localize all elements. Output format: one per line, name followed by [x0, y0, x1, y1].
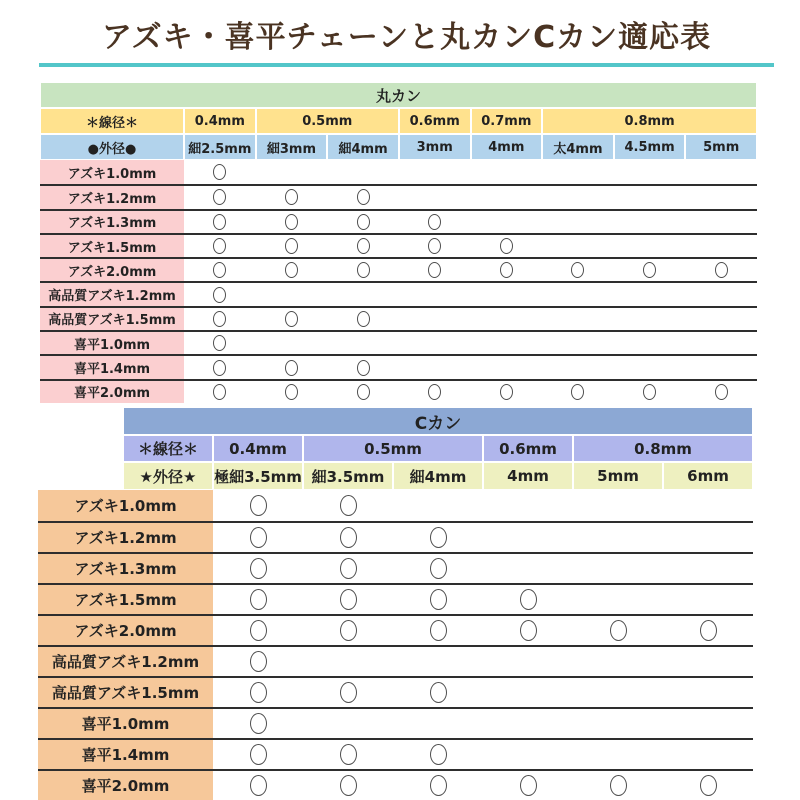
mark-cell: [184, 332, 256, 354]
outer-diameter-cell: 5mm: [573, 462, 663, 490]
wire-diameter-cell: 0.4mm: [184, 108, 256, 134]
row-label: 高品質アズキ1.2mm: [38, 647, 213, 676]
compatible-mark-icon: [340, 744, 357, 765]
mark-cell: [685, 186, 757, 208]
mark-cell: [542, 160, 614, 184]
mark-cell: [256, 356, 328, 378]
compatible-mark-icon: [340, 495, 357, 516]
mark-cell: [393, 585, 483, 614]
compatible-mark-icon: [340, 558, 357, 579]
mark-cell: [614, 259, 686, 281]
mark-cell: [663, 554, 753, 583]
mark-cell: [399, 259, 471, 281]
mark-cell: [663, 616, 753, 645]
mark-cell: [471, 381, 543, 403]
mark-cell: [327, 235, 399, 257]
table-header: [123, 407, 753, 490]
mark-cell: [483, 771, 573, 800]
compatible-mark-icon: [340, 589, 357, 610]
table-row: [40, 306, 757, 330]
mark-cell: [685, 211, 757, 233]
row-label: アズキ1.2mm: [40, 186, 184, 208]
compatible-mark-icon: [500, 238, 513, 254]
outer-diameter-cell: 細4mm: [393, 462, 483, 490]
mark-cell: [213, 709, 303, 738]
mark-cell: [614, 381, 686, 403]
table-row: [40, 379, 757, 403]
compatible-mark-icon: [430, 558, 447, 579]
mark-cell: [184, 356, 256, 378]
outer-diameter-cell: 細3mm: [256, 134, 328, 160]
compatible-mark-icon: [213, 214, 226, 230]
mark-cell: [542, 186, 614, 208]
mark-cell: [663, 490, 753, 521]
mark-cell: [573, 740, 663, 769]
mark-cell: [399, 211, 471, 233]
mark-cell: [483, 523, 573, 552]
table-row: [40, 233, 757, 257]
mark-cell: [685, 235, 757, 257]
mark-cell: [303, 523, 393, 552]
outer-diameter-label: ★外径★: [123, 462, 213, 490]
mark-cell: [393, 490, 483, 521]
row-label: アズキ1.5mm: [38, 585, 213, 614]
wire-diameter-cell: 0.8mm: [573, 435, 753, 462]
mark-cell: [213, 771, 303, 800]
compatible-mark-icon: [715, 262, 728, 278]
mark-cell: [184, 211, 256, 233]
mark-cell: [663, 771, 753, 800]
mark-cell: [399, 356, 471, 378]
mark-cell: [327, 308, 399, 330]
mark-cell: [685, 381, 757, 403]
compatible-mark-icon: [430, 527, 447, 548]
mark-cell: [303, 647, 393, 676]
wire-diameter-cell: 0.6mm: [399, 108, 471, 134]
mark-cell: [327, 186, 399, 208]
compatible-mark-icon: [213, 287, 226, 303]
compatible-mark-icon: [213, 189, 226, 205]
mark-cell: [614, 356, 686, 378]
mark-cell: [542, 235, 614, 257]
mark-cell: [663, 523, 753, 552]
compatible-mark-icon: [250, 713, 267, 734]
mark-cell: [303, 490, 393, 521]
mark-cell: [327, 211, 399, 233]
mark-cell: [213, 585, 303, 614]
compatible-mark-icon: [430, 589, 447, 610]
outer-diameter-cell: 4mm: [483, 462, 573, 490]
mark-cell: [663, 585, 753, 614]
table-row: [38, 676, 753, 707]
mark-cell: [184, 259, 256, 281]
mark-cell: [303, 616, 393, 645]
mark-cell: [399, 235, 471, 257]
mark-cell: [184, 308, 256, 330]
compatible-mark-icon: [250, 495, 267, 516]
mark-cell: [303, 678, 393, 707]
compatible-mark-icon: [340, 682, 357, 703]
mark-cell: [614, 235, 686, 257]
compatible-mark-icon: [250, 558, 267, 579]
compatible-mark-icon: [428, 214, 441, 230]
row-label: 喜平1.0mm: [38, 709, 213, 738]
wire-diameter-cell: 0.7mm: [471, 108, 543, 134]
compatible-mark-icon: [500, 384, 513, 400]
mark-cell: [303, 740, 393, 769]
mark-cell: [614, 211, 686, 233]
mark-cell: [256, 259, 328, 281]
compatible-mark-icon: [213, 164, 226, 180]
row-label: 喜平2.0mm: [38, 771, 213, 800]
mark-cell: [471, 211, 543, 233]
compatible-mark-icon: [213, 384, 226, 400]
outer-diameter-cell: 極細3.5mm: [213, 462, 303, 490]
row-label: アズキ1.3mm: [38, 554, 213, 583]
outer-diameter-cell: 細2.5mm: [184, 134, 256, 160]
outer-diameter-label: ●外径●: [40, 134, 184, 160]
mark-cell: [471, 235, 543, 257]
mark-cell: [542, 332, 614, 354]
compatible-mark-icon: [213, 262, 226, 278]
mark-cell: [393, 554, 483, 583]
mark-cell: [663, 740, 753, 769]
wire-diameter-label: ＊線径＊: [40, 108, 184, 134]
compatible-mark-icon: [340, 775, 357, 796]
compatible-mark-icon: [428, 238, 441, 254]
mark-cell: [327, 283, 399, 305]
mark-cell: [573, 678, 663, 707]
compatible-mark-icon: [213, 335, 226, 351]
row-label: アズキ1.3mm: [40, 211, 184, 233]
mark-cell: [393, 616, 483, 645]
compatible-mark-icon: [250, 589, 267, 610]
outer-diameter-cell: 細4mm: [327, 134, 399, 160]
mark-cell: [573, 647, 663, 676]
table-title: Cカン: [123, 407, 753, 435]
mark-cell: [213, 678, 303, 707]
table-row: [38, 645, 753, 676]
mark-cell: [483, 490, 573, 521]
compatible-mark-icon: [285, 384, 298, 400]
table-row: [40, 209, 757, 233]
compatible-mark-icon: [250, 775, 267, 796]
mark-cell: [483, 647, 573, 676]
compatible-mark-icon: [357, 262, 370, 278]
mark-cell: [471, 283, 543, 305]
outer-diameter-cell: 4mm: [471, 134, 543, 160]
compatible-mark-icon: [610, 775, 627, 796]
mark-cell: [256, 211, 328, 233]
wire-diameter-cell: 0.5mm: [256, 108, 399, 134]
mark-cell: [327, 356, 399, 378]
compatible-mark-icon: [250, 682, 267, 703]
mark-cell: [303, 554, 393, 583]
row-label: 喜平1.4mm: [40, 356, 184, 378]
mark-cell: [542, 356, 614, 378]
mark-cell: [213, 490, 303, 521]
table-row: [38, 552, 753, 583]
title-underline: [39, 12, 774, 67]
mark-cell: [542, 381, 614, 403]
table-title: 丸カン: [40, 82, 757, 108]
mark-cell: [483, 585, 573, 614]
mark-cell: [471, 186, 543, 208]
row-label: アズキ1.5mm: [40, 235, 184, 257]
mark-cell: [184, 186, 256, 208]
row-label: アズキ1.0mm: [40, 160, 184, 184]
mark-cell: [256, 308, 328, 330]
compatible-mark-icon: [285, 214, 298, 230]
compatible-mark-icon: [520, 589, 537, 610]
mark-cell: [399, 332, 471, 354]
compatible-mark-icon: [357, 238, 370, 254]
compatible-mark-icon: [250, 744, 267, 765]
compatible-mark-icon: [520, 775, 537, 796]
mark-cell: [685, 356, 757, 378]
mark-cell: [542, 283, 614, 305]
mark-cell: [393, 709, 483, 738]
mark-cell: [399, 308, 471, 330]
mark-cell: [393, 740, 483, 769]
compatible-mark-icon: [357, 384, 370, 400]
row-label: 喜平1.0mm: [40, 332, 184, 354]
mark-cell: [393, 771, 483, 800]
compatible-mark-icon: [285, 360, 298, 376]
mark-cell: [614, 186, 686, 208]
compatible-mark-icon: [250, 651, 267, 672]
mark-cell: [327, 160, 399, 184]
table-row: [40, 184, 757, 208]
mark-cell: [663, 647, 753, 676]
mark-cell: [303, 585, 393, 614]
compatible-mark-icon: [643, 384, 656, 400]
mark-cell: [184, 235, 256, 257]
row-label: 喜平1.4mm: [38, 740, 213, 769]
outer-diameter-cell: 3mm: [399, 134, 471, 160]
compatible-mark-icon: [500, 262, 513, 278]
compatible-mark-icon: [285, 262, 298, 278]
outer-diameter-cell: 5mm: [685, 134, 757, 160]
compatible-mark-icon: [643, 262, 656, 278]
table-title-row: [123, 407, 753, 435]
mark-cell: [303, 709, 393, 738]
table-header: [40, 82, 757, 160]
mark-cell: [573, 523, 663, 552]
mark-cell: [327, 259, 399, 281]
mark-cell: [213, 740, 303, 769]
compatible-mark-icon: [340, 620, 357, 641]
mark-cell: [483, 709, 573, 738]
table-row: [38, 614, 753, 645]
mark-cell: [184, 160, 256, 184]
compatible-mark-icon: [285, 311, 298, 327]
compatible-mark-icon: [285, 238, 298, 254]
mark-cell: [685, 259, 757, 281]
mark-cell: [393, 647, 483, 676]
page-title: アズキ・喜平チェーンと丸カンCカン適応表: [101, 20, 712, 55]
mark-cell: [256, 381, 328, 403]
table-row: [40, 330, 757, 354]
mark-cell: [213, 523, 303, 552]
mark-cell: [184, 283, 256, 305]
mark-cell: [213, 616, 303, 645]
mark-cell: [483, 554, 573, 583]
compatible-mark-icon: [430, 682, 447, 703]
table-row: [38, 490, 753, 521]
table-row: [38, 769, 753, 800]
compatible-mark-icon: [430, 775, 447, 796]
row-label: 高品質アズキ1.5mm: [40, 308, 184, 330]
compatible-mark-icon: [213, 311, 226, 327]
outer-diameter-cell: 6mm: [663, 462, 753, 490]
compatible-mark-icon: [700, 775, 717, 796]
mark-cell: [573, 616, 663, 645]
table-row: [40, 160, 757, 184]
mark-cell: [573, 709, 663, 738]
mark-cell: [399, 160, 471, 184]
compatible-mark-icon: [430, 744, 447, 765]
mark-cell: [184, 381, 256, 403]
compatible-mark-icon: [213, 238, 226, 254]
compatible-mark-icon: [250, 620, 267, 641]
table-row: [38, 583, 753, 614]
mark-cell: [663, 678, 753, 707]
mark-cell: [256, 235, 328, 257]
outer-diameter-cell: 細3.5mm: [303, 462, 393, 490]
table-row: [38, 521, 753, 552]
compatible-mark-icon: [715, 384, 728, 400]
row-label: アズキ1.2mm: [38, 523, 213, 552]
mark-cell: [483, 678, 573, 707]
wire-diameter-label: ＊線径＊: [123, 435, 213, 462]
compatible-mark-icon: [357, 189, 370, 205]
mark-cell: [614, 283, 686, 305]
compatible-mark-icon: [520, 620, 537, 641]
table-row: [40, 257, 757, 281]
mark-cell: [256, 160, 328, 184]
mark-cell: [471, 259, 543, 281]
mark-cell: [393, 523, 483, 552]
compatible-mark-icon: [340, 527, 357, 548]
marukan-table: [40, 82, 757, 403]
table-row: [38, 707, 753, 738]
compatible-mark-icon: [700, 620, 717, 641]
row-label: 高品質アズキ1.5mm: [38, 678, 213, 707]
mark-cell: [573, 771, 663, 800]
compatible-mark-icon: [357, 360, 370, 376]
wire-diameter-row: [123, 435, 753, 462]
ckan-table: [38, 407, 753, 800]
mark-cell: [213, 647, 303, 676]
compatible-mark-icon: [213, 360, 226, 376]
compatible-mark-icon: [428, 262, 441, 278]
mark-cell: [256, 186, 328, 208]
mark-cell: [471, 332, 543, 354]
wire-diameter-row: [40, 108, 757, 134]
mark-cell: [327, 381, 399, 403]
compatible-mark-icon: [571, 384, 584, 400]
compatible-mark-icon: [285, 189, 298, 205]
mark-cell: [483, 616, 573, 645]
mark-cell: [573, 585, 663, 614]
outer-diameter-row: [123, 462, 753, 490]
row-label: アズキ2.0mm: [40, 259, 184, 281]
compatible-mark-icon: [250, 527, 267, 548]
row-label: 高品質アズキ1.2mm: [40, 283, 184, 305]
mark-cell: [303, 771, 393, 800]
mark-cell: [614, 160, 686, 184]
table-row: [40, 354, 757, 378]
mark-cell: [685, 160, 757, 184]
table-row: [38, 738, 753, 769]
mark-cell: [542, 211, 614, 233]
mark-cell: [573, 490, 663, 521]
mark-cell: [663, 709, 753, 738]
wire-diameter-cell: 0.8mm: [542, 108, 757, 134]
mark-cell: [471, 356, 543, 378]
mark-cell: [471, 160, 543, 184]
mark-cell: [327, 332, 399, 354]
mark-cell: [213, 554, 303, 583]
row-label: アズキ1.0mm: [38, 490, 213, 521]
outer-diameter-cell: 4.5mm: [614, 134, 686, 160]
compatible-mark-icon: [571, 262, 584, 278]
mark-cell: [614, 332, 686, 354]
mark-cell: [471, 308, 543, 330]
wire-diameter-cell: 0.5mm: [303, 435, 483, 462]
table-title-row: [40, 82, 757, 108]
table-row: [40, 281, 757, 305]
wire-diameter-cell: 0.6mm: [483, 435, 573, 462]
wire-diameter-cell: 0.4mm: [213, 435, 303, 462]
compatible-mark-icon: [428, 384, 441, 400]
compatible-mark-icon: [357, 214, 370, 230]
outer-diameter-row: [40, 134, 757, 160]
mark-cell: [399, 381, 471, 403]
mark-cell: [399, 186, 471, 208]
mark-cell: [542, 259, 614, 281]
compatible-mark-icon: [610, 620, 627, 641]
outer-diameter-cell: 太4mm: [542, 134, 614, 160]
mark-cell: [256, 332, 328, 354]
mark-cell: [685, 308, 757, 330]
mark-cell: [393, 678, 483, 707]
compatible-mark-icon: [430, 620, 447, 641]
row-label: 喜平2.0mm: [40, 381, 184, 403]
mark-cell: [483, 740, 573, 769]
mark-cell: [614, 308, 686, 330]
mark-cell: [399, 283, 471, 305]
row-label: アズキ2.0mm: [38, 616, 213, 645]
mark-cell: [542, 308, 614, 330]
mark-cell: [685, 283, 757, 305]
mark-cell: [573, 554, 663, 583]
mark-cell: [685, 332, 757, 354]
compatible-mark-icon: [357, 311, 370, 327]
mark-cell: [256, 283, 328, 305]
